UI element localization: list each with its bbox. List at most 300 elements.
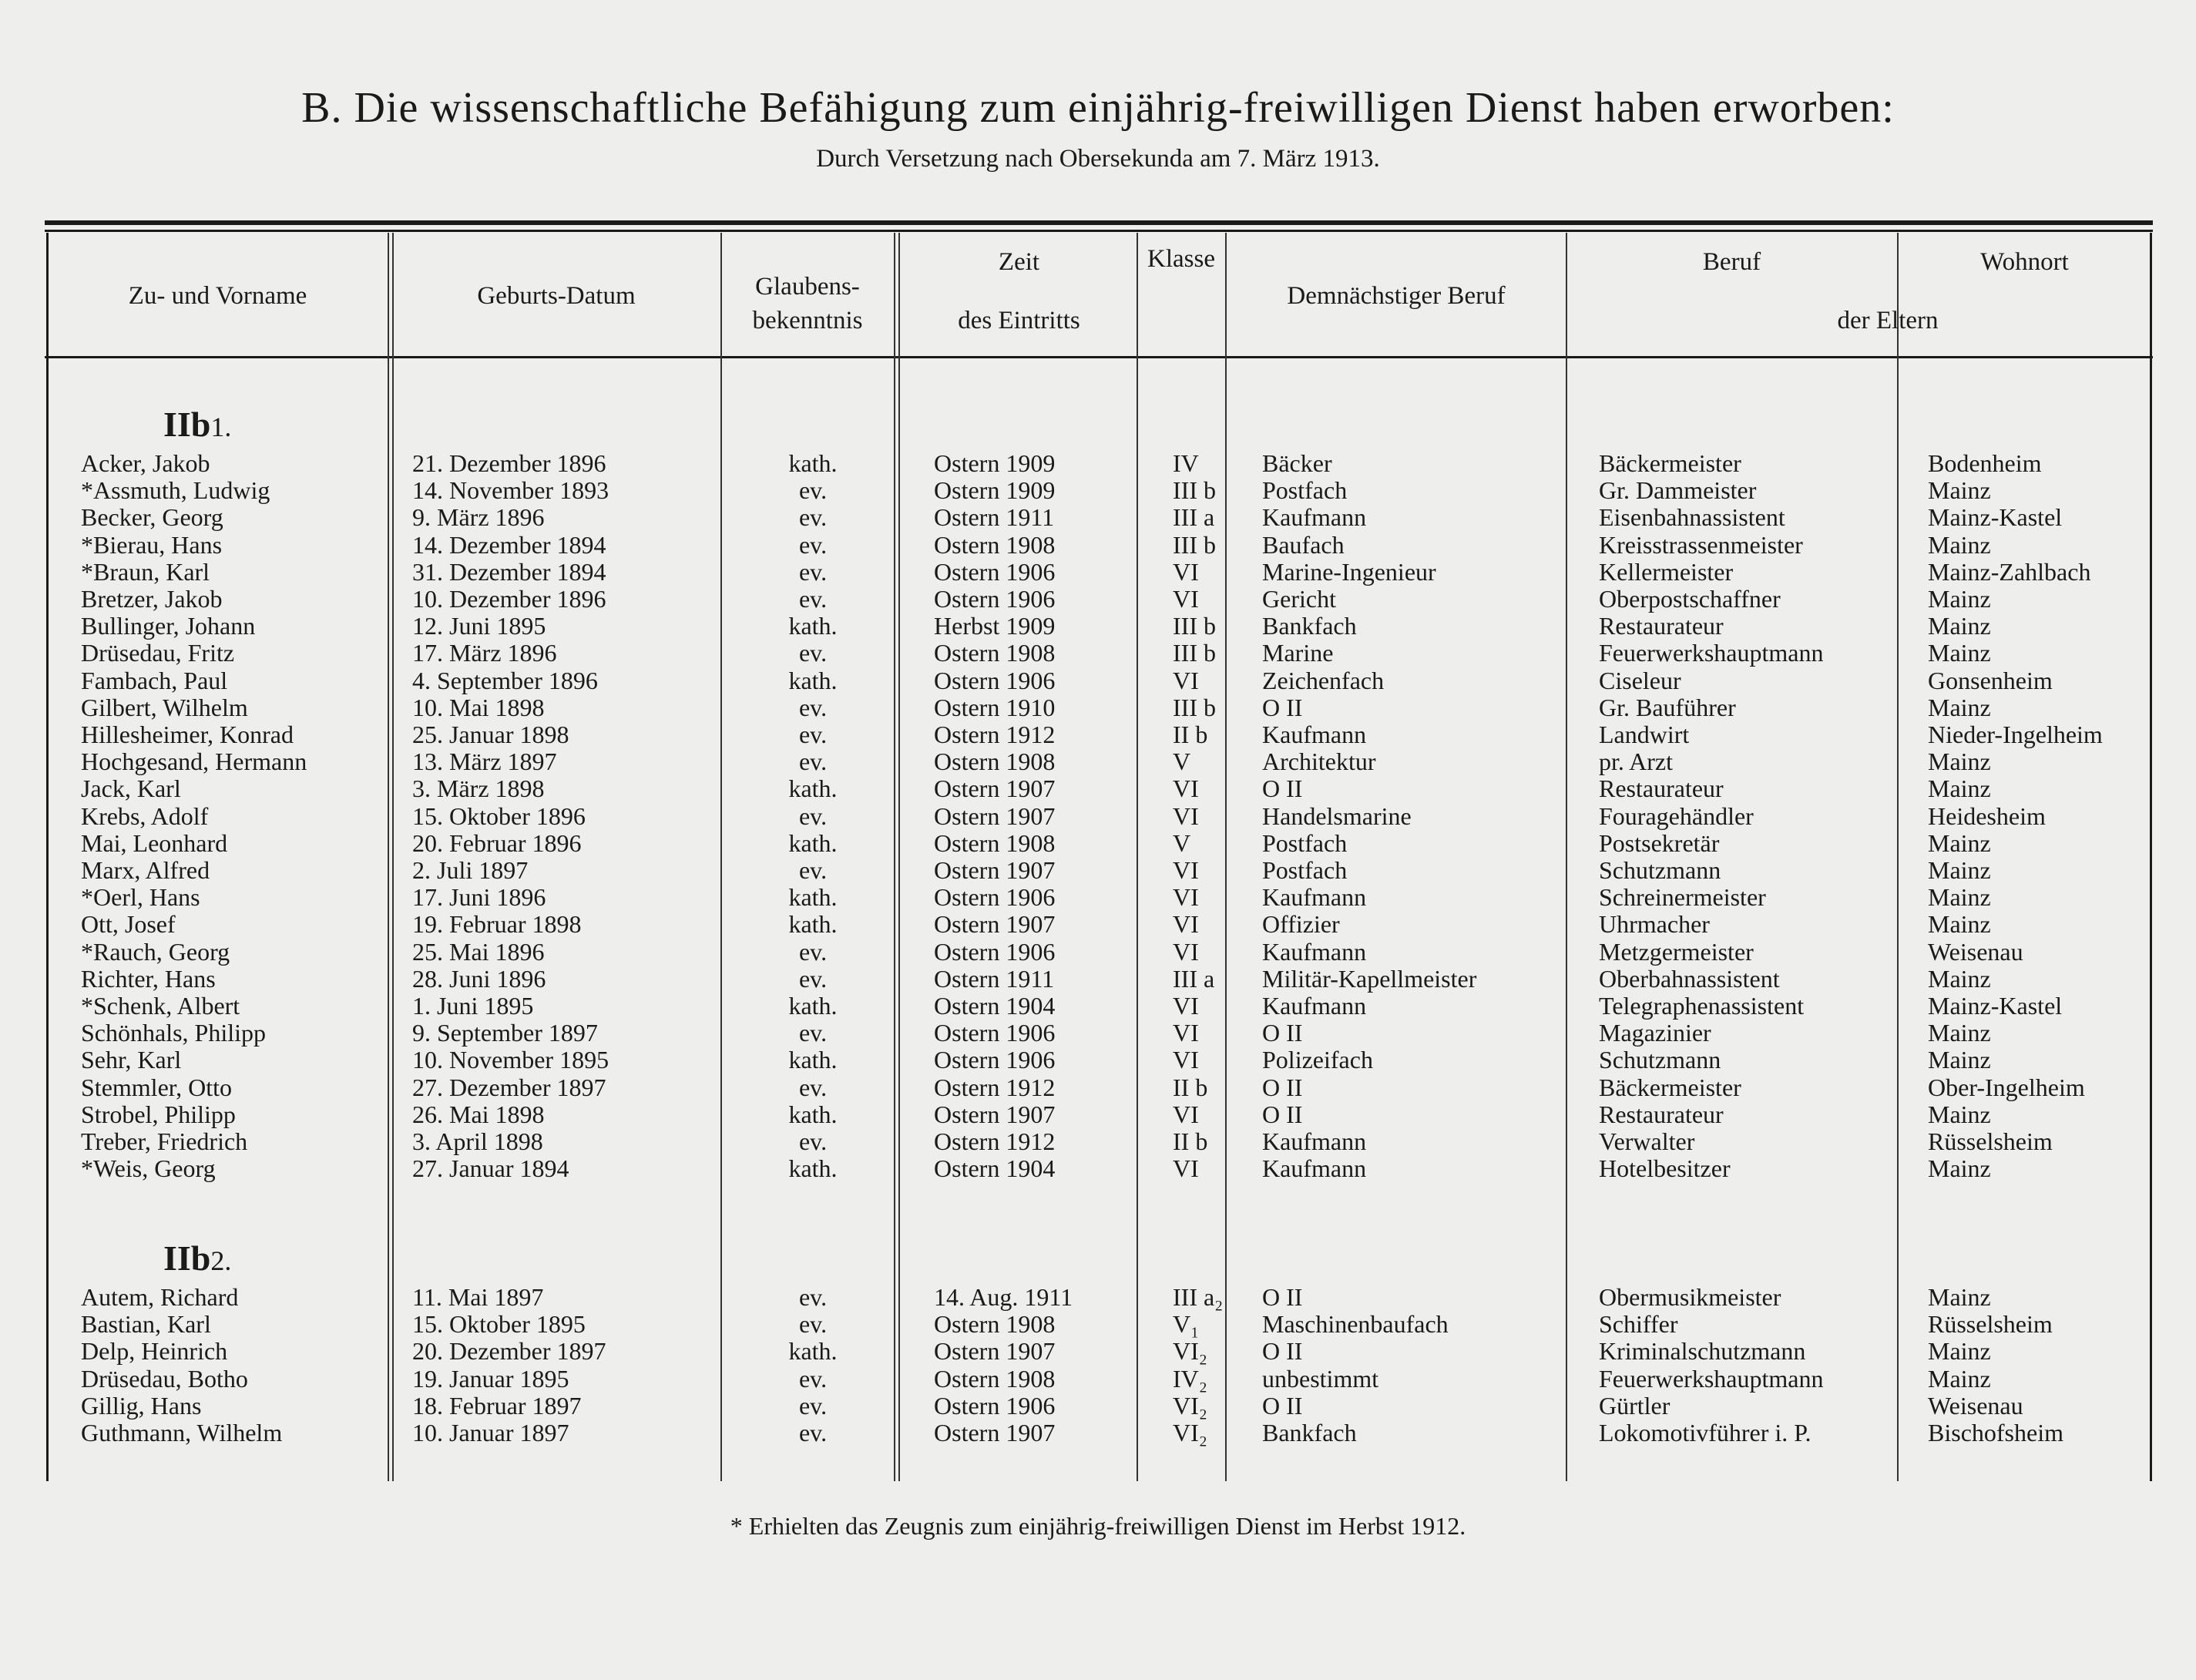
future-profession: O II (1262, 693, 1303, 721)
header-beruf: Demnächstiger Beruf (1287, 282, 1506, 310)
birth-date: 14. Dezember 1894 (412, 530, 606, 559)
table-row (0, 1155, 2196, 1182)
class: II b (1173, 1073, 1208, 1101)
student-name: Drüsedau, Botho (81, 1364, 248, 1393)
birth-date: 31. Dezember 1894 (412, 557, 606, 586)
entry-date: Ostern 1908 (934, 639, 1056, 667)
class: IV (1173, 449, 1199, 477)
future-profession: O II (1262, 1019, 1303, 1047)
birth-date: 10. November 1895 (412, 1046, 609, 1074)
entry-date: Ostern 1909 (934, 449, 1056, 477)
class: V (1173, 748, 1191, 776)
religion: ev. (798, 748, 828, 776)
class: III b (1173, 639, 1216, 667)
future-profession: Architektur (1262, 748, 1376, 776)
birth-date: 3. März 1898 (412, 774, 545, 803)
parent-profession: Postsekretär (1599, 828, 1720, 857)
student-name: Ott, Josef (81, 910, 176, 939)
student-name: *Braun, Karl (81, 557, 210, 586)
future-profession: Zeichenfach (1262, 666, 1385, 694)
table-row (0, 613, 2196, 640)
birth-date: 10. Januar 1897 (412, 1419, 569, 1446)
future-profession: O II (1262, 774, 1303, 803)
parent-residence: Mainz-Kastel (1928, 503, 2063, 532)
parent-profession: Lokomotivführer i. P. (1599, 1419, 1812, 1446)
religion: kath. (788, 828, 838, 857)
parent-profession: Metzgermeister (1599, 937, 1754, 966)
birth-date: 25. Mai 1896 (412, 937, 545, 966)
entry-date: Ostern 1904 (934, 1154, 1056, 1183)
religion: ev. (798, 801, 828, 830)
class: VI (1173, 910, 1199, 939)
religion: kath. (788, 612, 838, 640)
religion: ev. (798, 1391, 828, 1420)
table-row (0, 1393, 2196, 1420)
entry-date: Ostern 1908 (934, 748, 1056, 776)
parent-profession: Fouragehändler (1599, 801, 1754, 830)
parent-residence: Mainz (1928, 1283, 1991, 1311)
header-zeit-2: des Eintritts (958, 307, 1080, 334)
parent-profession: pr. Arzt (1599, 748, 1673, 776)
section-number: 1. (210, 412, 232, 442)
future-profession: O II (1262, 1337, 1303, 1366)
student-name: Hillesheimer, Konrad (81, 721, 294, 748)
parent-profession: Restaurateur (1599, 1100, 1724, 1128)
parent-profession: Eisenbahnassistent (1599, 503, 1785, 532)
future-profession: unbestimmt (1262, 1364, 1379, 1393)
table-row (0, 1284, 2196, 1311)
class: II b (1173, 1127, 1208, 1155)
parent-residence: Mainz (1928, 883, 1991, 912)
parent-residence: Weisenau (1928, 1391, 2023, 1420)
religion: ev. (798, 964, 828, 993)
entry-date: Ostern 1907 (934, 910, 1056, 939)
religion: ev. (798, 856, 828, 884)
class: III b (1173, 693, 1216, 721)
entry-date: Ostern 1912 (934, 1073, 1056, 1101)
future-profession: Kaufmann (1262, 1127, 1367, 1155)
parent-residence: Gonsenheim (1928, 666, 2053, 694)
parent-residence: Bodenheim (1928, 449, 2042, 477)
entry-date: Ostern 1911 (934, 964, 1055, 993)
header-eltern-wohnort: Wohnort (1980, 248, 2069, 276)
birth-date: 12. Juni 1895 (412, 612, 546, 640)
birth-date: 17. März 1896 (412, 639, 557, 667)
future-profession: O II (1262, 1283, 1303, 1311)
birth-date: 15. Oktober 1896 (412, 801, 586, 830)
birth-date: 2. Juli 1897 (412, 856, 529, 884)
future-profession: Postfach (1262, 828, 1348, 857)
page-title: B. Die wissenschaftliche Befähigung zum einjährig-freiwilligen Dienst haben erworben: (301, 84, 1895, 132)
class: VI₂ (1173, 1419, 1207, 1446)
table-row (0, 586, 2196, 613)
religion: ev. (798, 503, 828, 532)
table-row (0, 775, 2196, 802)
table-row (0, 477, 2196, 504)
table-row (0, 1020, 2196, 1047)
birth-date: 3. April 1898 (412, 1127, 543, 1155)
header-date: Geburts-Datum (477, 282, 636, 310)
class: VI (1173, 1154, 1199, 1183)
student-name: Bastian, Karl (81, 1310, 211, 1339)
entry-date: Ostern 1907 (934, 1337, 1056, 1366)
class: VI (1173, 1019, 1199, 1047)
parent-profession: Oberbahnassistent (1599, 964, 1780, 993)
parent-residence: Mainz (1928, 639, 1991, 667)
parent-residence: Mainz (1928, 1154, 1991, 1183)
student-name: Acker, Jakob (81, 449, 210, 477)
religion: kath. (788, 774, 838, 803)
religion: kath. (788, 1337, 838, 1366)
student-name: Gillig, Hans (81, 1391, 202, 1420)
class: VI (1173, 1100, 1199, 1128)
birth-date: 14. November 1893 (412, 476, 609, 505)
parent-profession: Obermusikmeister (1599, 1283, 1781, 1311)
parent-profession: Hotelbesitzer (1599, 1154, 1731, 1183)
table-top-rule (45, 220, 2153, 225)
entry-date: Ostern 1907 (934, 801, 1056, 830)
future-profession: Kaufmann (1262, 721, 1367, 748)
future-profession: Kaufmann (1262, 1154, 1367, 1183)
student-name: Strobel, Philipp (81, 1100, 236, 1128)
entry-date: Ostern 1907 (934, 856, 1056, 884)
section-heading (163, 404, 231, 445)
student-name: *Weis, Georg (81, 1154, 216, 1183)
table-row (0, 1420, 2196, 1446)
student-name: Guthmann, Wilhelm (81, 1419, 283, 1446)
future-profession: Gericht (1262, 585, 1336, 613)
birth-date: 25. Januar 1898 (412, 721, 569, 748)
parent-residence: Mainz (1928, 828, 1991, 857)
entry-date: Herbst 1909 (934, 612, 1056, 640)
parent-residence: Mainz-Kastel (1928, 992, 2063, 1020)
header-zeit-1: Zeit (998, 248, 1040, 276)
parent-residence: Mainz (1928, 748, 1991, 776)
student-name: Bretzer, Jakob (81, 585, 223, 613)
religion: kath. (788, 1154, 838, 1183)
religion: ev. (798, 639, 828, 667)
parent-residence: Mainz (1928, 693, 1991, 721)
future-profession: Militär-Kapellmeister (1262, 964, 1477, 993)
parent-residence: Mainz (1928, 476, 1991, 505)
header-religion-2: bekenntnis (752, 307, 863, 334)
table-row (0, 667, 2196, 694)
parent-profession: Oberpostschaffner (1599, 585, 1781, 613)
header-eltern-beruf: Beruf (1702, 248, 1761, 276)
table-row (0, 559, 2196, 586)
student-name: Hochgesand, Hermann (81, 748, 307, 776)
birth-date: 10. Mai 1898 (412, 693, 545, 721)
entry-date: Ostern 1912 (934, 721, 1056, 748)
table-row (0, 694, 2196, 721)
student-name: Richter, Hans (81, 964, 216, 993)
entry-date: 14. Aug. 1911 (934, 1283, 1073, 1311)
parent-profession: Landwirt (1599, 721, 1690, 748)
table-row (0, 966, 2196, 993)
table-row (0, 830, 2196, 857)
future-profession: Kaufmann (1262, 992, 1367, 1020)
religion: ev. (798, 530, 828, 559)
birth-date: 19. Januar 1895 (412, 1364, 569, 1393)
parent-residence: Mainz (1928, 774, 1991, 803)
parent-profession: Telegraphenassistent (1599, 992, 1805, 1020)
birth-date: 9. September 1897 (412, 1019, 598, 1047)
entry-date: Ostern 1909 (934, 476, 1056, 505)
parent-profession: Bäckermeister (1599, 1073, 1741, 1101)
section-number: 2. (210, 1245, 232, 1276)
future-profession: Maschinenbaufach (1262, 1310, 1449, 1339)
entry-date: Ostern 1907 (934, 774, 1056, 803)
parent-profession: Ciseleur (1599, 666, 1681, 694)
table-row (0, 1074, 2196, 1101)
table-row (0, 1047, 2196, 1074)
table-row (0, 1338, 2196, 1365)
parent-residence: Mainz (1928, 1019, 1991, 1047)
birth-date: 17. Juni 1896 (412, 883, 546, 912)
religion: ev. (798, 476, 828, 505)
religion: kath. (788, 883, 838, 912)
footnote: * Erhielten das Zeugnis zum einjährig-freiwilligen Dienst im Herbst 1912. (730, 1512, 1466, 1540)
table-row (0, 450, 2196, 477)
future-profession: Kaufmann (1262, 937, 1367, 966)
religion: ev. (798, 1310, 828, 1339)
entry-date: Ostern 1912 (934, 1127, 1056, 1155)
page-subtitle: Durch Versetzung nach Obersekunda am 7. März 1913. (816, 145, 1380, 173)
parent-residence: Mainz (1928, 1046, 1991, 1074)
entry-date: Ostern 1904 (934, 992, 1056, 1020)
header-name: Zu- und Vorname (128, 282, 307, 310)
parent-profession: Schiffer (1599, 1310, 1678, 1339)
parent-profession: Bäckermeister (1599, 449, 1741, 477)
entry-date: Ostern 1911 (934, 503, 1055, 532)
parent-profession: Gr. Dammeister (1599, 476, 1757, 505)
student-name: *Bierau, Hans (81, 530, 223, 559)
table-row (0, 640, 2196, 667)
entry-date: Ostern 1906 (934, 1391, 1056, 1420)
student-name: *Schenk, Albert (81, 992, 240, 1020)
parent-residence: Weisenau (1928, 937, 2023, 966)
class: II b (1173, 721, 1208, 748)
class: IV₂ (1173, 1364, 1207, 1393)
class: V (1173, 828, 1191, 857)
birth-date: 1. Juni 1895 (412, 992, 534, 1020)
future-profession: Kaufmann (1262, 503, 1367, 532)
student-name: Becker, Georg (81, 503, 223, 532)
parent-profession: Magazinier (1599, 1019, 1711, 1047)
birth-date: 18. Februar 1897 (412, 1391, 582, 1420)
birth-date: 9. März 1896 (412, 503, 545, 532)
header-religion-1: Glaubens- (755, 273, 860, 301)
birth-date: 21. Dezember 1896 (412, 449, 606, 477)
parent-residence: Mainz (1928, 964, 1991, 993)
class: VI (1173, 883, 1199, 912)
parent-profession: Kreisstrassenmeister (1599, 530, 1803, 559)
entry-date: Ostern 1906 (934, 883, 1056, 912)
table-row (0, 1101, 2196, 1128)
future-profession: Marine (1262, 639, 1334, 667)
class: VI (1173, 585, 1199, 613)
religion: ev. (798, 1019, 828, 1047)
religion: ev. (798, 937, 828, 966)
religion: ev. (798, 1073, 828, 1101)
future-profession: O II (1262, 1391, 1303, 1420)
student-name: *Rauch, Georg (81, 937, 230, 966)
birth-date: 20. Februar 1896 (412, 828, 582, 857)
table-row (0, 857, 2196, 884)
future-profession: Baufach (1262, 530, 1345, 559)
class: VI (1173, 774, 1199, 803)
parent-residence: Mainz (1928, 856, 1991, 884)
religion: kath. (788, 992, 838, 1020)
parent-residence: Ober-Ingelheim (1928, 1073, 2085, 1101)
parent-residence: Nieder-Ingelheim (1928, 721, 2103, 748)
birth-date: 27. Januar 1894 (412, 1154, 569, 1183)
student-name: *Oerl, Hans (81, 883, 200, 912)
table-row (0, 748, 2196, 775)
parent-residence: Mainz (1928, 1364, 1991, 1393)
religion: ev. (798, 1419, 828, 1446)
parent-profession: Kellermeister (1599, 557, 1734, 586)
future-profession: Postfach (1262, 476, 1348, 505)
class: III a (1173, 964, 1215, 993)
parent-profession: Verwalter (1599, 1127, 1695, 1155)
student-name: Drüsedau, Fritz (81, 639, 235, 667)
birth-date: 19. Februar 1898 (412, 910, 582, 939)
entry-date: Ostern 1906 (934, 1019, 1056, 1047)
birth-date: 15. Oktober 1895 (412, 1310, 586, 1339)
student-name: Treber, Friedrich (81, 1127, 248, 1155)
class: III a (1173, 503, 1215, 532)
class: III b (1173, 530, 1216, 559)
parent-profession: Feuerwerkshauptmann (1599, 1364, 1824, 1393)
table-row (0, 911, 2196, 938)
religion: kath. (788, 666, 838, 694)
parent-profession: Gr. Bauführer (1599, 693, 1736, 721)
section-heading (163, 1238, 231, 1278)
birth-date: 4. September 1896 (412, 666, 598, 694)
section-label: IIb (163, 1238, 211, 1278)
section-label: IIb (163, 405, 211, 444)
entry-date: Ostern 1908 (934, 1310, 1056, 1339)
future-profession: Kaufmann (1262, 883, 1367, 912)
entry-date: Ostern 1910 (934, 693, 1056, 721)
parent-residence: Mainz (1928, 612, 1991, 640)
birth-date: 20. Dezember 1897 (412, 1337, 606, 1366)
birth-date: 11. Mai 1897 (412, 1283, 544, 1311)
header-eltern: der Eltern (1837, 307, 1939, 334)
birth-date: 26. Mai 1898 (412, 1100, 545, 1128)
religion: ev. (798, 1283, 828, 1311)
student-name: Bullinger, Johann (81, 612, 256, 640)
parent-residence: Mainz-Zahlbach (1928, 557, 2091, 586)
table-row (0, 721, 2196, 748)
religion: ev. (798, 721, 828, 748)
birth-date: 10. Dezember 1896 (412, 585, 606, 613)
parent-profession: Schutzmann (1599, 856, 1721, 884)
student-name: Krebs, Adolf (81, 801, 209, 830)
birth-date: 28. Juni 1896 (412, 964, 546, 993)
future-profession: Bankfach (1262, 612, 1357, 640)
student-name: Sehr, Karl (81, 1046, 182, 1074)
class: VI (1173, 856, 1199, 884)
religion: ev. (798, 1127, 828, 1155)
parent-residence: Mainz (1928, 910, 1991, 939)
parent-profession: Feuerwerkshauptmann (1599, 639, 1824, 667)
table-row (0, 1366, 2196, 1393)
birth-date: 13. März 1897 (412, 748, 557, 776)
religion: kath. (788, 1100, 838, 1128)
student-name: *Assmuth, Ludwig (81, 476, 270, 505)
class: VI (1173, 801, 1199, 830)
class: VI (1173, 1046, 1199, 1074)
future-profession: Handelsmarine (1262, 801, 1412, 830)
parent-profession: Kriminalschutzmann (1599, 1337, 1806, 1366)
class: VI (1173, 937, 1199, 966)
student-name: Autem, Richard (81, 1283, 239, 1311)
future-profession: Offizier (1262, 910, 1340, 939)
table-row (0, 803, 2196, 830)
religion: ev. (798, 693, 828, 721)
class: VI (1173, 557, 1199, 586)
parent-profession: Uhrmacher (1599, 910, 1710, 939)
entry-date: Ostern 1906 (934, 585, 1056, 613)
parent-profession: Restaurateur (1599, 612, 1724, 640)
table-row (0, 1311, 2196, 1338)
parent-residence: Mainz (1928, 585, 1991, 613)
birth-date: 27. Dezember 1897 (412, 1073, 606, 1101)
parent-residence: Mainz (1928, 1100, 1991, 1128)
parent-profession: Gürtler (1599, 1391, 1671, 1420)
student-name: Marx, Alfred (81, 856, 210, 884)
class: VI₂ (1173, 1391, 1207, 1420)
religion: kath. (788, 449, 838, 477)
table-row (0, 939, 2196, 966)
entry-date: Ostern 1907 (934, 1419, 1056, 1446)
entry-date: Ostern 1906 (934, 557, 1056, 586)
entry-date: Ostern 1908 (934, 1364, 1056, 1393)
student-name: Schönhals, Philipp (81, 1019, 267, 1047)
student-name: Gilbert, Wilhelm (81, 693, 248, 721)
entry-date: Ostern 1908 (934, 530, 1056, 559)
class: VI₂ (1173, 1337, 1207, 1366)
entry-date: Ostern 1906 (934, 937, 1056, 966)
entry-date: Ostern 1907 (934, 1100, 1056, 1128)
future-profession: Polizeifach (1262, 1046, 1373, 1074)
future-profession: O II (1262, 1073, 1303, 1101)
class: V₁ (1173, 1310, 1200, 1339)
religion: kath. (788, 910, 838, 939)
student-name: Fambach, Paul (81, 666, 228, 694)
table-row (0, 884, 2196, 911)
entry-date: Ostern 1908 (934, 828, 1056, 857)
parent-residence: Rüsselsheim (1928, 1310, 2053, 1339)
future-profession: O II (1262, 1100, 1303, 1128)
student-name: Delp, Heinrich (81, 1337, 228, 1366)
future-profession: Marine-Ingenieur (1262, 557, 1436, 586)
religion: kath. (788, 1046, 838, 1074)
religion: ev. (798, 585, 828, 613)
entry-date: Ostern 1906 (934, 666, 1056, 694)
class: VI (1173, 666, 1199, 694)
parent-residence: Bischofsheim (1928, 1419, 2063, 1446)
parent-profession: Schutzmann (1599, 1046, 1721, 1074)
class: VI (1173, 992, 1199, 1020)
table-row (0, 504, 2196, 531)
parent-profession: Schreinermeister (1599, 883, 1766, 912)
table-header-rule (45, 356, 2153, 358)
parent-profession: Restaurateur (1599, 774, 1724, 803)
class: III a₂ (1173, 1283, 1224, 1311)
